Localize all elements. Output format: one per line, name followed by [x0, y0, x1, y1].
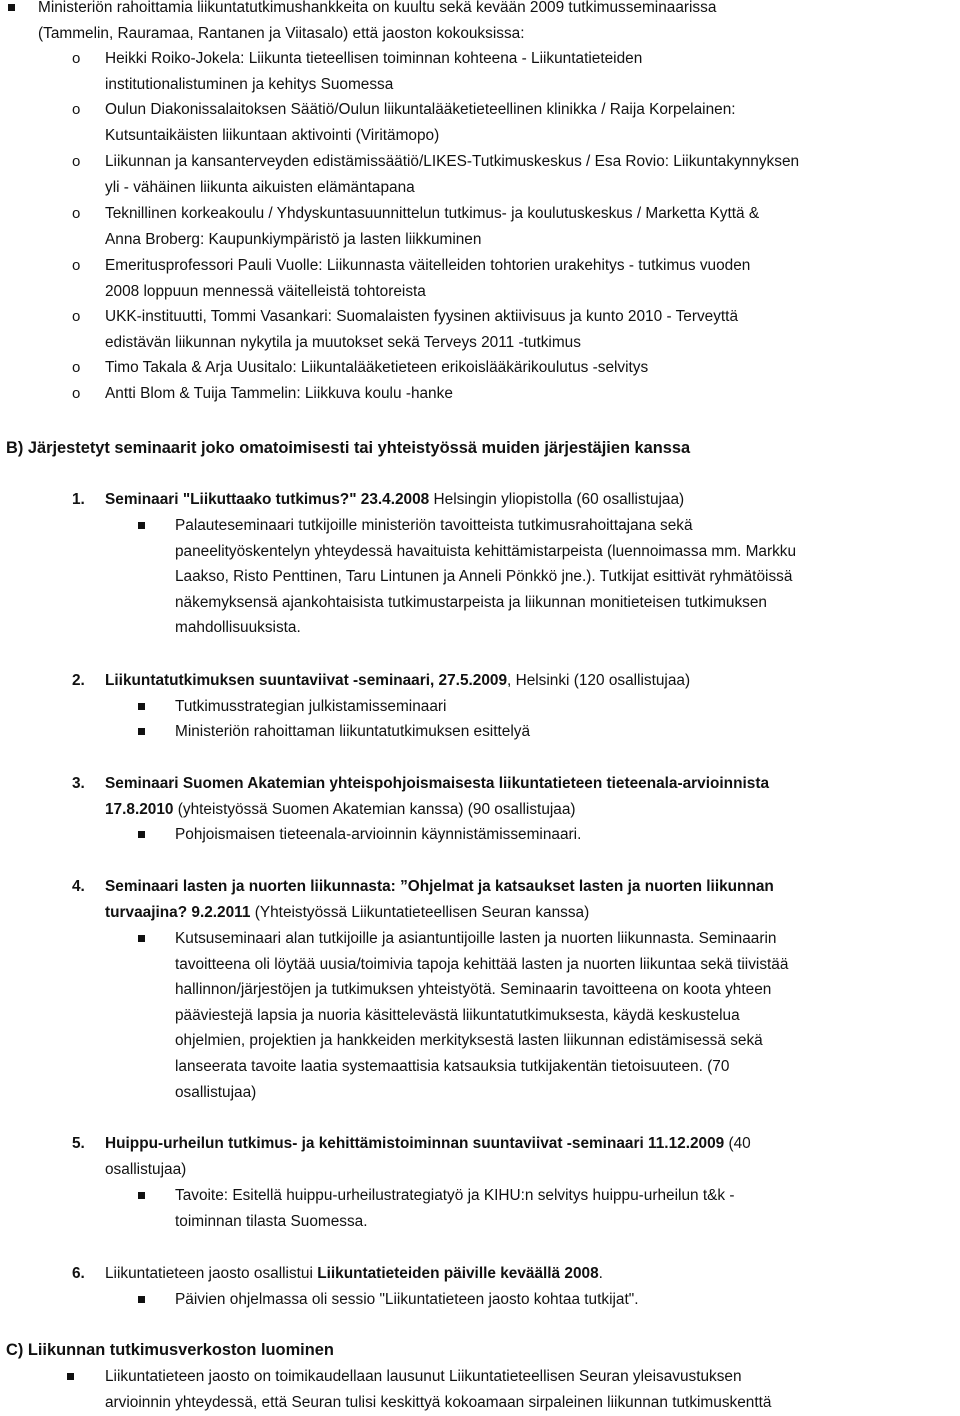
seminar-title-bold: 17.8.2010 [105, 800, 174, 818]
project-item [72, 304, 739, 355]
seminar-bullet-line: Laakso, Risto Penttinen, Taru Lintunen ja Anneli Pönkkö jne.). Tutkijat esittivät ryhmätöissä [175, 568, 793, 586]
square-bullet-icon [138, 703, 145, 710]
seminar-title-rest: . [598, 1265, 603, 1282]
seminar-bullet-line: Ministeriön rahoittaman liikuntatutkimuksen esittelyä [175, 723, 530, 740]
intro-line: (Tammelin, Rauramaa, Rantanen ja Viitasalo) että jaoston kokouksissa: [38, 24, 525, 42]
square-bullet-icon [138, 935, 145, 942]
square-bullet-icon [138, 522, 145, 529]
project-line: 2008 loppuun mennessä väitelleistä tohtoreista [105, 282, 426, 300]
seminar-bullet-line: Pohjoismaisen tieteenala-arvioinnin käynnistämisseminaari. [175, 826, 582, 843]
seminar-bullet-line: tavoitteena oli löytää uusia/toimivia tapoja kehittää lasten ja nuorten liikuntaa sekä tiivistää [175, 955, 789, 973]
seminar-number: 5. [72, 1135, 85, 1152]
seminar-bullet [175, 1183, 734, 1234]
seminar-title-prefix: Liikuntatieteen jaosto osallistui [105, 1265, 318, 1282]
project-line: Emeritusprofessori Pauli Vuolle: Liikunnasta väitelleiden tohtorien urakehitys - tutkimus vuoden [105, 257, 751, 274]
seminar-title-bold: Huippu-urheilun tutkimus- ja kehittämistoiminnan suuntaviivat -seminaari 11.12.2009 [105, 1135, 725, 1152]
section-c-heading: C) Liikunnan tutkimusverkoston luominen [6, 1341, 334, 1359]
project-line: Oulun Diakonissalaitoksen Säätiö/Oulun liikuntalääketieteellinen klinikka / Raija Korpelainen: [105, 101, 736, 118]
circle-bullet-icon: o [72, 153, 81, 170]
seminar-title-rest: (40 [724, 1135, 751, 1152]
seminar-title-bold: Seminaari "Liikuttaako tutkimus?" 23.4.2008 [105, 491, 430, 508]
project-item [72, 201, 760, 252]
seminar-title [72, 668, 691, 694]
seminar-title-rest: Helsingin yliopistolla (60 osallistujaa) [429, 491, 685, 508]
project-item [72, 97, 736, 148]
seminar-number: 4. [72, 878, 85, 895]
square-bullet-icon [8, 4, 15, 11]
section-c-line: arvioinnin yhteydessä, että Seuran tulisi keskittyä kokoamaan sirpaleinen liikunnan tutkimuskenttä [105, 1393, 772, 1411]
seminar-bullet-line: Päivien ohjelmassa oli sessio "Liikuntatieteen jaosto kohtaa tutkijat". [175, 1291, 639, 1308]
seminar-bullet-line: Tutkimusstrategian julkistamisseminaari [175, 698, 447, 715]
project-line: Timo Takala & Arja Uusitalo: Liikuntalääketieteen erikoislääkärikoulutus -selvitys [105, 359, 649, 376]
seminar-bullet-line: osallistujaa) [175, 1083, 257, 1101]
project-line: Anna Broberg: Kaupunkiympäristö ja lasten liikkuminen [105, 230, 482, 248]
seminar-title-bold: Liikuntatutkimuksen suuntaviivat -seminaari, 27.5.2009 [105, 672, 508, 689]
seminar-title-rest: (Yhteistyössä Liikuntatieteellisen Seuran kanssa) [250, 903, 590, 921]
section-c-line: Liikuntatieteen jaosto on toimikaudellaan lausunut Liikuntatieteellisen Seuran yleisavustuksen [105, 1368, 742, 1385]
seminar-bullet-line: lanseerata tavoite laatia systemaattisia katsauksia tutkijakentän tietoisuuteen. (70 [175, 1057, 730, 1075]
seminar-title-bold: Seminaari lasten ja nuorten liikunnasta: ”Ohjelmat ja katsaukset lasten ja nuorten liikunnan [105, 878, 774, 895]
seminar-title-bold: Seminaari Suomen Akatemian yhteispohjoismaisesta liikuntatieteen tieteenala-arvioinnista [105, 775, 770, 792]
seminar-bullet-line: Palauteseminaari tutkijoille ministeriön tavoitteista tutkimusrahoittajana sekä [175, 517, 693, 534]
seminar-bullet-line: ohjelmien, projektien ja hankkeiden merkityksestä lasten liikunnan edistämisessä sekä [175, 1032, 763, 1050]
seminar-bullet [175, 1287, 639, 1313]
square-bullet-icon [138, 1296, 145, 1303]
section-b-heading: B) Järjestetyt seminaarit joko omatoimisesti tai yhteistyössä muiden järjestäjien kanssa [6, 439, 691, 457]
seminar-bullet [175, 513, 796, 641]
seminar-bullet-line: Tavoite: Esitellä huippu-urheilustrategiatyö ja KIHU:n selvitys huippu-urheilun t&k - [175, 1187, 735, 1204]
seminar-bullet [175, 694, 446, 720]
seminar-title [72, 874, 774, 925]
section-c-paragraph [105, 1364, 771, 1415]
seminar-number: 2. [72, 672, 85, 689]
square-bullet-icon [67, 1373, 74, 1380]
project-line: UKK-instituutti, Tommi Vasankari: Suomalaisten fyysinen aktiivisuus ja kunto 2010 - Terveyttä [105, 308, 739, 325]
project-item [72, 46, 643, 97]
square-bullet-icon [138, 831, 145, 838]
seminar-bullet [175, 926, 788, 1105]
project-line: Kutsuntaikäisten liikuntaan aktivointi (Viritämopo) [105, 126, 440, 144]
project-line: edistävän liikunnan nykytila ja muutokset sekä Terveys 2011 -tutkimus [105, 333, 581, 351]
seminar-title [72, 487, 685, 513]
circle-bullet-icon: o [72, 359, 81, 376]
seminar-number: 6. [72, 1265, 85, 1282]
seminar-bullet-line: paneelityöskentelyn yhteydessä havaituista kehittämistarpeista (luennoimassa mm. Markku [175, 542, 797, 560]
circle-bullet-icon: o [72, 205, 81, 222]
project-line: yli - vähäinen liikunta aikuisten elämäntapana [105, 178, 415, 196]
project-item [72, 381, 453, 407]
circle-bullet-icon: o [72, 385, 81, 402]
seminar-number: 3. [72, 775, 85, 792]
project-line: Teknillinen korkeakoulu / Yhdyskuntasuunnittelun tutkimus- ja koulutuskeskus / Marketta Kyttä & [105, 205, 760, 222]
seminar-bullet-line: Kutsuseminaari alan tutkijoille ja asiantuntijoille lasten ja nuorten liikunnasta. Seminaarin [175, 930, 777, 947]
seminar-bullet-line: toiminnan tilasta Suomessa. [175, 1212, 368, 1230]
square-bullet-icon [138, 728, 145, 735]
seminar-title-bold: Liikuntatieteiden päiville keväällä 2008 [317, 1265, 599, 1282]
seminar-title [72, 1131, 751, 1182]
intro-line: Ministeriön rahoittamia liikuntatutkimushankkeita on kuultu sekä kevään 2009 tutkimusseminaarissa [38, 0, 717, 16]
circle-bullet-icon: o [72, 101, 81, 118]
seminar-title-bold: turvaajina? 9.2.2011 [105, 903, 251, 921]
seminar-title [72, 771, 770, 822]
seminar-bullet [175, 719, 530, 745]
seminar-title [72, 1261, 603, 1287]
project-line: institutionalistuminen ja kehitys Suomessa [105, 75, 394, 93]
project-item [72, 149, 800, 200]
square-bullet-icon [138, 1192, 145, 1199]
project-line: Heikki Roiko-Jokela: Liikunta tieteellisen toiminnan kohteena - Liikuntatieteiden [105, 50, 643, 67]
project-item [72, 355, 649, 381]
project-line: Antti Blom & Tuija Tammelin: Liikkuva koulu -hanke [105, 385, 453, 402]
seminar-bullet-line: hallinnon/järjestöjen ja tutkimuksen yhteistyötä. Seminaarin tavoitteena on koota yhteen [175, 981, 772, 999]
seminar-title-rest: , Helsinki (120 osallistujaa) [507, 672, 691, 689]
seminar-title-rest: (yhteistyössä Suomen Akatemian kanssa) (90 osallistujaa) [173, 800, 576, 818]
seminar-bullet-line: pääviestejä lapsia ja nuoria käsittelevästä liikuntatutkimuksesta, käydä keskustelua [175, 1006, 740, 1024]
circle-bullet-icon: o [72, 308, 81, 325]
seminar-bullet-line: mahdollisuuksista. [175, 619, 301, 637]
project-line: Liikunnan ja kansanterveyden edistämissäätiö/LIKES-Tutkimuskeskus / Esa Rovio: Liikuntakynnyksen [105, 153, 800, 170]
intro-paragraph [38, 0, 716, 46]
seminar-bullet [175, 822, 581, 848]
circle-bullet-icon: o [72, 50, 81, 67]
seminar-bullet-line: näkemyksensä ajankohtaisista tutkimustarpeista ja liikunnan monitieteisen tutkimuksen [175, 593, 767, 611]
seminar-number: 1. [72, 491, 85, 508]
project-item [72, 253, 751, 304]
circle-bullet-icon: o [72, 257, 81, 274]
seminar-title-rest: osallistujaa) [105, 1160, 187, 1178]
